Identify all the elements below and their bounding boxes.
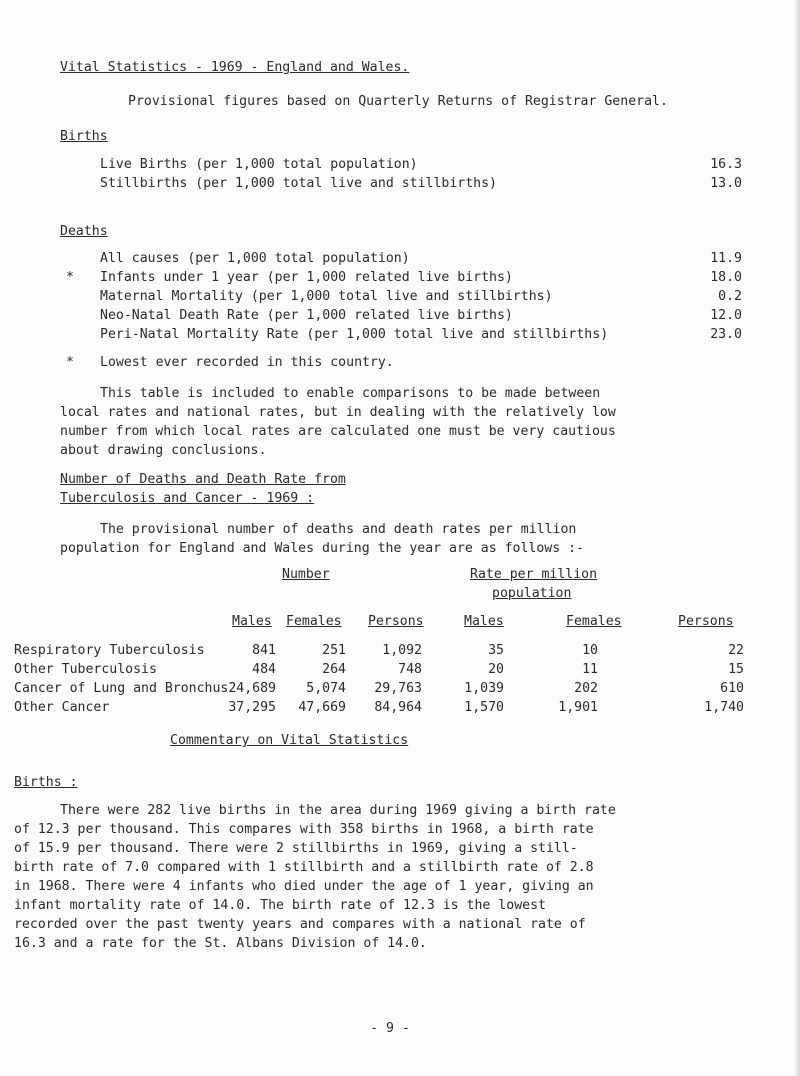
- deaths-all-causes-value: 11.9: [710, 251, 742, 266]
- births-heading: Births: [60, 129, 108, 144]
- table-cell: 251: [322, 643, 346, 658]
- col-header-rate-females: Females: [566, 614, 622, 629]
- table-cell: 5,074: [306, 681, 346, 696]
- births-live-value: 16.3: [710, 157, 742, 172]
- col-header-males: Males: [232, 614, 272, 629]
- col-header-rate-persons: Persons: [678, 614, 734, 629]
- note-line-2: local rates and national rates, but in dealing with the relatively low: [60, 405, 616, 420]
- note-line-4: about drawing conclusions.: [60, 443, 267, 458]
- table-row-label: Respiratory Tuberculosis: [14, 643, 205, 658]
- commentary-line-4: birth rate of 7.0 compared with 1 stillbirth and a stillbirth rate of 2.8: [14, 860, 594, 875]
- table-cell: 35: [488, 643, 504, 658]
- commentary-line-1: There were 282 live births in the area during 1969 giving a birth rate: [60, 803, 616, 818]
- deaths-perinatal-label: Peri-Natal Mortality Rate (per 1,000 total live and stillbirths): [100, 327, 609, 342]
- col-header-persons: Persons: [368, 614, 424, 629]
- commentary-line-2: of 12.3 per thousand. This compares with 358 births in 1968, a birth rate: [14, 822, 594, 837]
- table-cell: 22: [728, 643, 744, 658]
- table-cell: 37,295: [228, 700, 276, 715]
- table-cell: 84,964: [374, 700, 422, 715]
- table-cell: 24,689: [228, 681, 276, 696]
- tb-heading-line-2: Tuberculosis and Cancer - 1969 :: [60, 491, 315, 506]
- commentary-line-6: infant mortality rate of 14.0. The birth rate of 12.3 is the lowest: [14, 898, 546, 913]
- tb-heading-line-1: Number of Deaths and Death Rate from: [60, 472, 346, 487]
- table-cell: 1,570: [464, 700, 504, 715]
- deaths-maternal-value: 0.2: [718, 289, 742, 304]
- commentary-line-8: 16.3 and a rate for the St. Albans Division of 14.0.: [14, 936, 427, 951]
- commentary-heading: Commentary on Vital Statistics: [170, 733, 409, 748]
- footnote-mark: *: [66, 355, 74, 370]
- deaths-maternal-label: Maternal Mortality (per 1,000 total live and stillbirths): [100, 289, 553, 304]
- deaths-all-causes-label: All causes (per 1,000 total population): [100, 251, 410, 266]
- table-row-label: Other Cancer: [14, 700, 110, 715]
- group-header-rate-line-2: population: [492, 586, 572, 601]
- footnote-text: Lowest ever recorded in this country.: [100, 355, 394, 370]
- commentary-line-7: recorded over the past twenty years and compares with a national rate of: [14, 917, 586, 932]
- births-live-label: Live Births (per 1,000 total population): [100, 157, 418, 172]
- deaths-neonatal-label: Neo-Natal Death Rate (per 1,000 related live births): [100, 308, 513, 323]
- births-still-value: 13.0: [710, 176, 742, 191]
- table-cell: 47,669: [298, 700, 346, 715]
- table-cell: 11: [582, 662, 598, 677]
- commentary-births-heading: Births :: [14, 775, 78, 790]
- page-number: - 9 -: [370, 1021, 410, 1036]
- tb-intro-line-2: population for England and Wales during the year are as follows :-: [60, 541, 585, 556]
- deaths-infants-value: 18.0: [710, 270, 742, 285]
- group-header-number: Number: [282, 567, 330, 582]
- births-still-label: Stillbirths (per 1,000 total live and stillbirths): [100, 176, 497, 191]
- table-cell: 1,039: [464, 681, 504, 696]
- table-cell: 1,092: [382, 643, 422, 658]
- table-row-label: Cancer of Lung and Bronchus: [14, 681, 229, 696]
- table-cell: 202: [574, 681, 598, 696]
- tb-intro-line-1: The provisional number of deaths and death rates per million: [100, 522, 577, 537]
- page-subtitle: Provisional figures based on Quarterly Returns of Registrar General.: [128, 94, 668, 109]
- table-cell: 841: [252, 643, 276, 658]
- table-cell: 748: [398, 662, 422, 677]
- page-title: Vital Statistics - 1969 - England and Wales.: [60, 60, 410, 75]
- note-line-3: number from which local rates are calculated one must be very cautious: [60, 424, 616, 439]
- table-row-label: Other Tuberculosis: [14, 662, 157, 677]
- table-cell: 264: [322, 662, 346, 677]
- deaths-infants-label: Infants under 1 year (per 1,000 related live births): [100, 270, 513, 285]
- table-cell: 484: [252, 662, 276, 677]
- deaths-row-1-mark: *: [66, 270, 74, 285]
- table-cell: 10: [582, 643, 598, 658]
- group-header-rate-line-1: Rate per million: [470, 567, 598, 582]
- note-line-1: This table is included to enable comparisons to be made between: [100, 386, 601, 401]
- commentary-line-3: of 15.9 per thousand. There were 2 stillbirths in 1969, giving a still-: [14, 841, 578, 856]
- commentary-line-5: in 1968. There were 4 infants who died under the age of 1 year, giving an: [14, 879, 594, 894]
- table-cell: 1,901: [558, 700, 598, 715]
- col-header-rate-males: Males: [464, 614, 504, 629]
- table-cell: 1,740: [704, 700, 744, 715]
- table-cell: 20: [488, 662, 504, 677]
- col-header-females: Females: [286, 614, 342, 629]
- deaths-perinatal-value: 23.0: [710, 327, 742, 342]
- deaths-heading: Deaths: [60, 224, 108, 239]
- deaths-neonatal-value: 12.0: [710, 308, 742, 323]
- table-cell: 610: [720, 681, 744, 696]
- page-edge-shadow: [794, 0, 800, 1076]
- table-cell: 15: [728, 662, 744, 677]
- table-cell: 29,763: [374, 681, 422, 696]
